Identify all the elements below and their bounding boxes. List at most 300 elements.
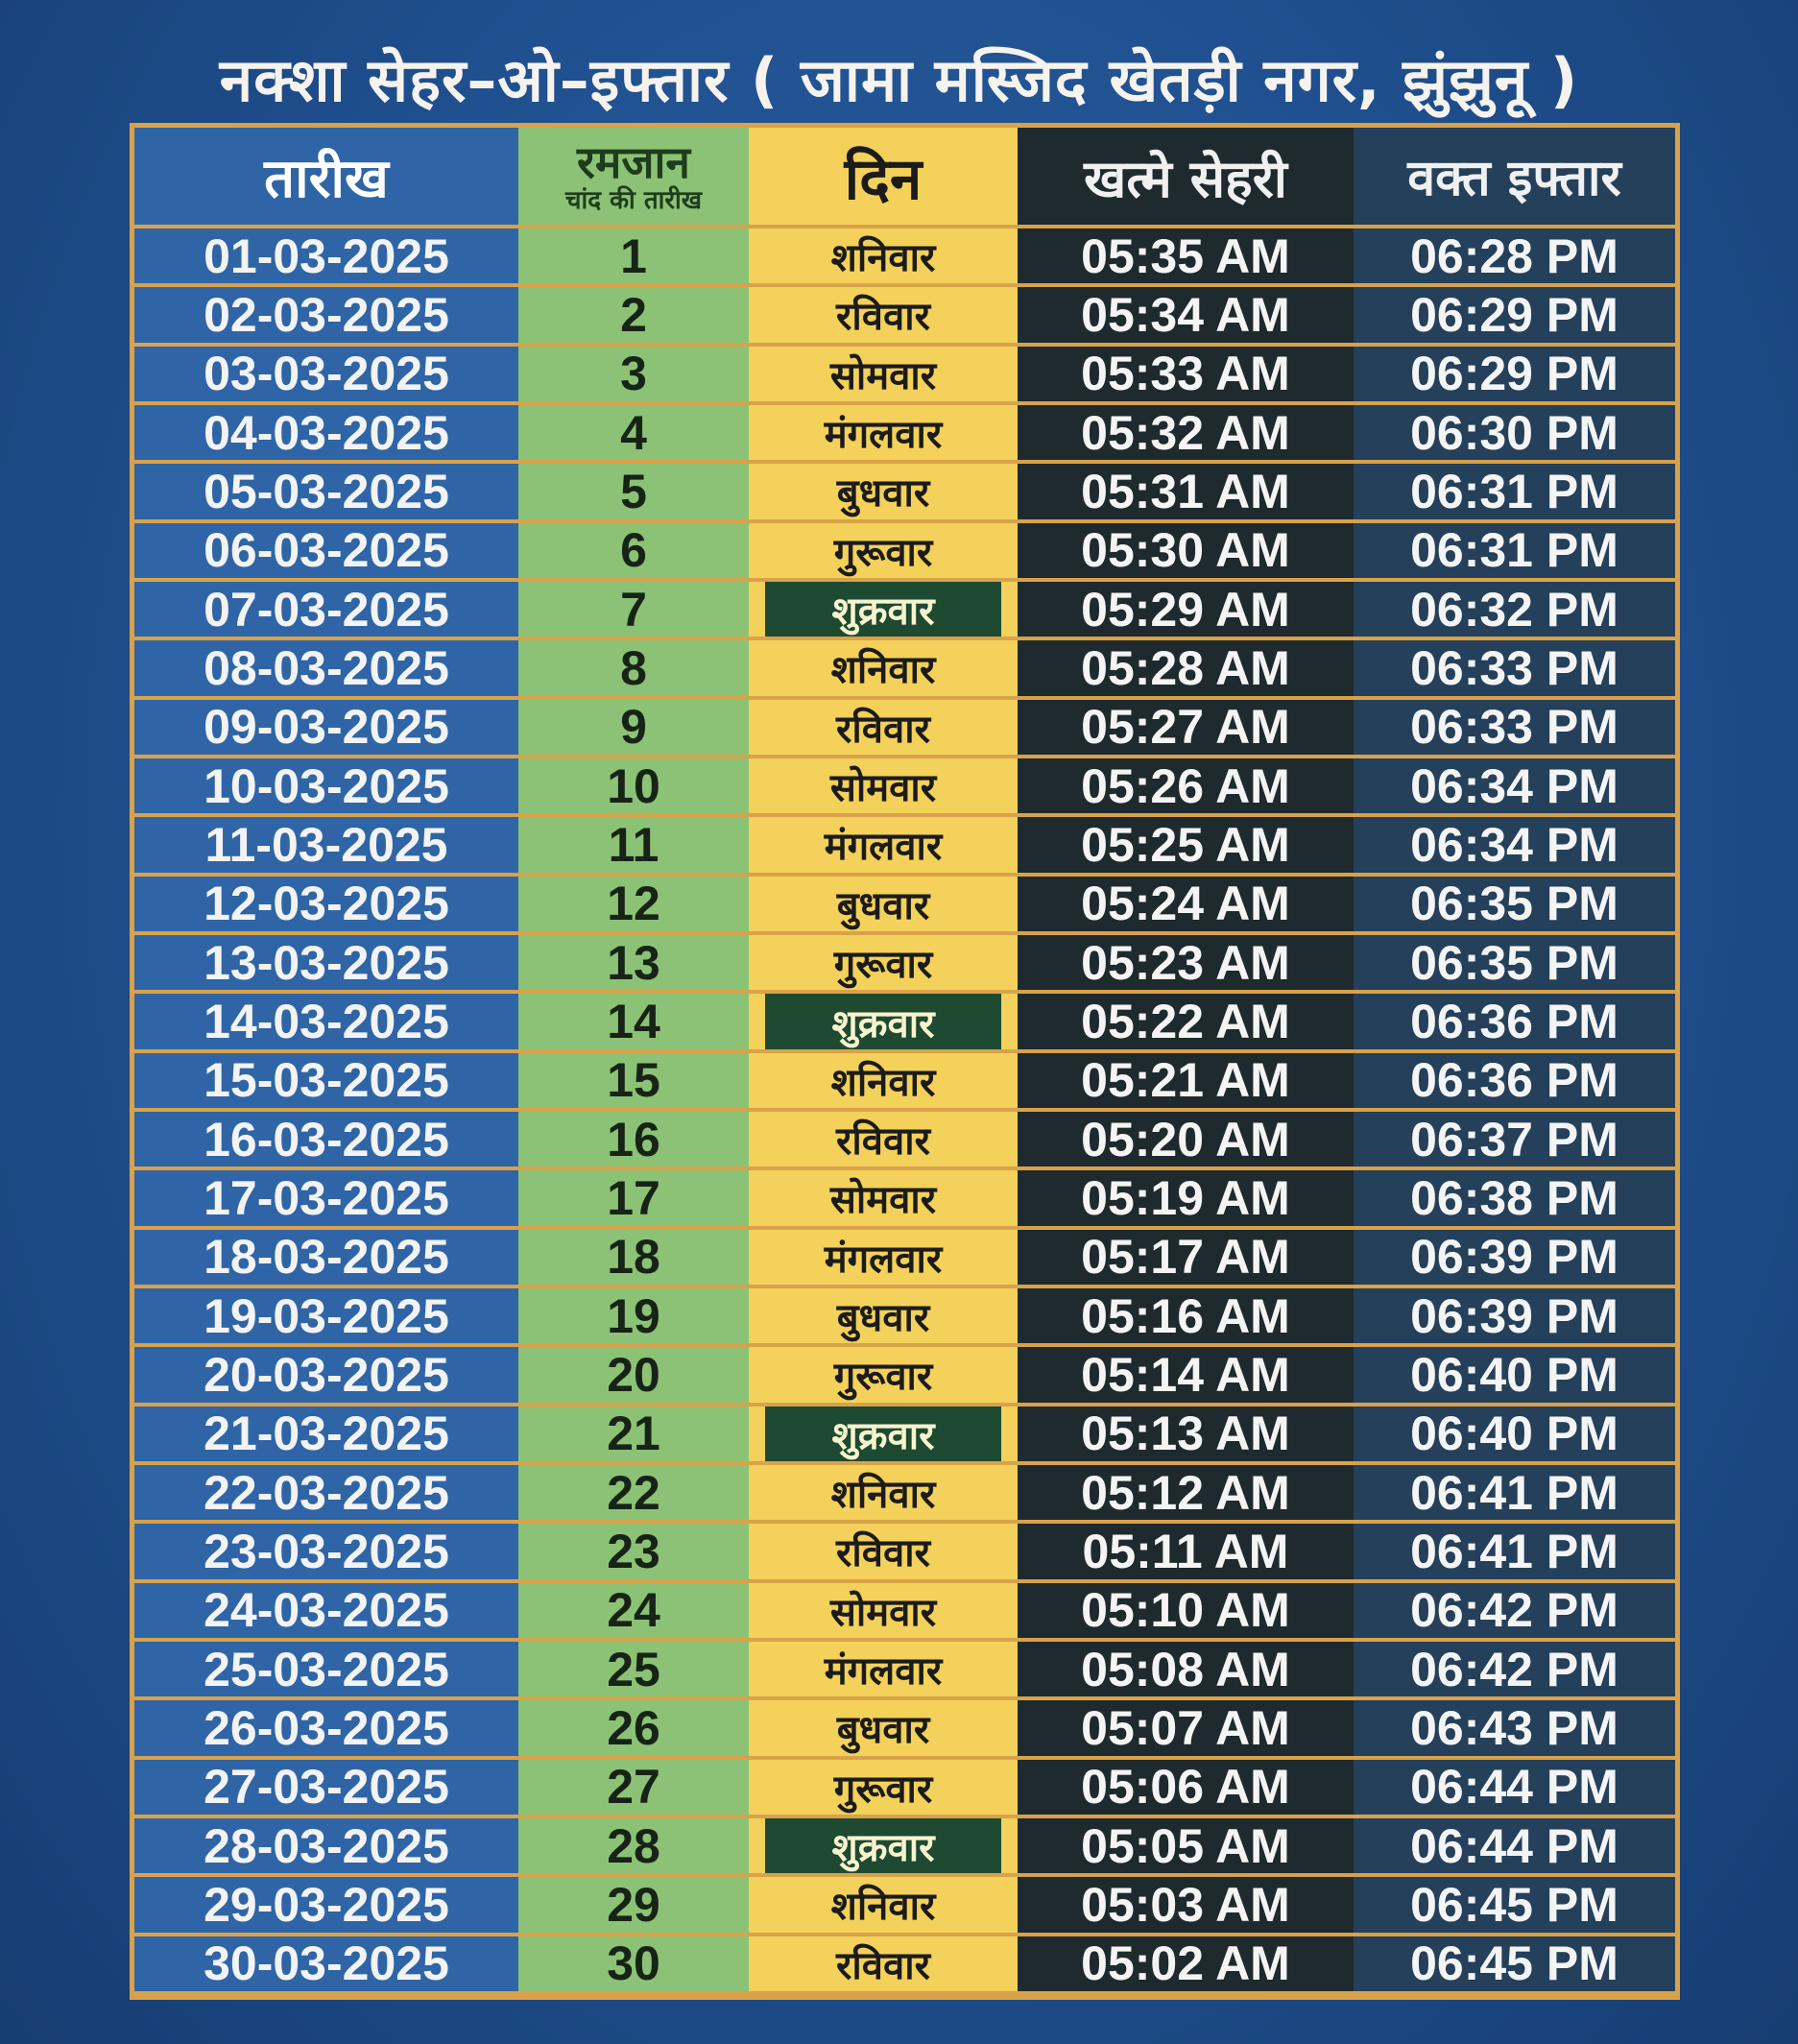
sehri-time-cell [1018, 287, 1354, 346]
weekday-cell-text: बुधवार [836, 883, 930, 928]
date-cell [134, 1524, 518, 1582]
weekday-cell [749, 1347, 1018, 1406]
ramzan-day-cell [518, 228, 749, 287]
date-cell-text: 01-03-2025 [204, 228, 449, 283]
date-cell [134, 1465, 518, 1524]
weekday-cell-text: गुरूवार [833, 530, 933, 575]
sehri-time-cell-text: 05:14 AM [1081, 1348, 1290, 1402]
weekday-cell-text: सोमवार [829, 1590, 937, 1635]
sehri-time-cell-text: 05:12 AM [1081, 1465, 1290, 1520]
weekday-cell-text: सोमवार [829, 766, 937, 811]
date-cell-text: 08-03-2025 [204, 641, 449, 695]
weekday-cell [749, 464, 1018, 522]
sehri-time-cell-text: 05:03 AM [1081, 1878, 1290, 1932]
iftar-time-cell-text: 06:37 PM [1410, 1112, 1618, 1166]
iftar-time-cell-text: 06:33 PM [1410, 700, 1618, 755]
weekday-cell [749, 700, 1018, 758]
ramzan-day-cell [518, 700, 749, 758]
iftar-time-cell-text: 06:44 PM [1410, 1818, 1618, 1873]
date-cell-text: 02-03-2025 [204, 288, 449, 342]
sehri-time-cell [1018, 1230, 1354, 1288]
weekday-cell-text: शुक्रवार [765, 994, 1002, 1049]
iftar-time-cell [1354, 1700, 1675, 1759]
weekday-cell-text: रविवार [836, 1943, 930, 1988]
ramzan-day-cell-text: 24 [607, 1583, 660, 1638]
weekday-cell-text: शनिवार [830, 1060, 936, 1105]
ramzan-day-cell-text: 30 [607, 1936, 660, 1991]
sehri-time-cell-text: 05:22 AM [1081, 995, 1290, 1048]
header-ramzan [518, 128, 749, 228]
iftar-time-cell [1354, 1170, 1675, 1229]
ramzan-day-cell [518, 1760, 749, 1818]
date-cell [134, 817, 518, 876]
sehri-time-cell [1018, 464, 1354, 522]
header-sehri: खत्मे सेहरी [1018, 128, 1354, 228]
sehri-time-cell-text: 05:05 AM [1081, 1818, 1290, 1873]
sehri-time-cell-text: 05:19 AM [1081, 1171, 1290, 1225]
sehri-time-cell-text: 05:31 AM [1081, 465, 1290, 518]
page-title: नक्शा सेहर–ओ–इफ्तार ( जामा मस्जिद खेतड़ी नगर, झुंझुनू ) [219, 45, 1579, 115]
header-ramzan-sublabel: चांद की तारीख [564, 185, 703, 215]
weekday-cell-text: सोमवार [829, 1178, 937, 1223]
date-cell [134, 523, 518, 582]
ramzan-day-cell-text: 4 [620, 405, 647, 460]
ramzan-day-cell [518, 287, 749, 346]
date-cell [134, 1170, 518, 1229]
date-cell-text: 03-03-2025 [204, 347, 449, 401]
ramzan-day-cell-text: 20 [607, 1348, 660, 1402]
weekday-cell [749, 758, 1018, 817]
date-cell-text: 30-03-2025 [204, 1936, 449, 1991]
weekday-cell [749, 523, 1018, 582]
ramzan-day-cell-text: 15 [607, 1053, 660, 1108]
iftar-time-cell [1354, 347, 1675, 405]
ramzan-day-cell-text: 23 [607, 1525, 660, 1578]
date-cell-text: 21-03-2025 [204, 1407, 449, 1461]
iftar-time-cell [1354, 1112, 1675, 1170]
weekday-cell-text: बुधवार [836, 471, 930, 517]
ramzan-day-cell [518, 1288, 749, 1347]
header-ramzan-label: रमजान [577, 135, 690, 188]
date-cell-text: 22-03-2025 [204, 1465, 449, 1520]
weekday-cell [749, 1936, 1018, 1995]
sehri-time-cell [1018, 1877, 1354, 1936]
sehri-time-cell [1018, 523, 1354, 582]
sehri-time-cell [1018, 1642, 1354, 1700]
ramzan-day-cell [518, 1877, 749, 1936]
iftar-time-cell-text: 06:36 PM [1410, 995, 1618, 1048]
date-cell-text: 24-03-2025 [204, 1583, 449, 1638]
date-cell [134, 1112, 518, 1170]
iftar-time-cell [1354, 935, 1675, 994]
sehri-time-cell-text: 05:21 AM [1081, 1053, 1290, 1108]
iftar-time-cell [1354, 228, 1675, 287]
sehri-time-cell-text: 05:30 AM [1081, 523, 1290, 578]
iftar-time-cell [1354, 758, 1675, 817]
sehri-time-cell-text: 05:08 AM [1081, 1642, 1290, 1696]
weekday-cell-text: सोमवार [829, 353, 937, 398]
iftar-time-cell [1354, 1642, 1675, 1700]
date-cell [134, 1347, 518, 1406]
ramzan-day-cell [518, 758, 749, 817]
ramzan-day-cell [518, 464, 749, 522]
iftar-time-cell-text: 06:31 PM [1410, 465, 1618, 518]
sehri-time-cell [1018, 1407, 1354, 1465]
iftar-time-cell [1354, 1407, 1675, 1465]
ramzan-day-cell-text: 21 [607, 1407, 660, 1461]
iftar-time-cell-text: 06:45 PM [1410, 1936, 1618, 1991]
sehri-time-cell-text: 05:23 AM [1081, 935, 1290, 990]
sehri-time-cell [1018, 817, 1354, 876]
iftar-time-cell-text: 06:44 PM [1410, 1760, 1618, 1815]
date-cell [134, 1053, 518, 1112]
iftar-time-cell-text: 06:32 PM [1410, 582, 1618, 637]
date-cell [134, 1877, 518, 1936]
sehri-time-cell-text: 05:11 AM [1082, 1525, 1289, 1578]
iftar-time-cell-text: 06:42 PM [1410, 1583, 1618, 1638]
sehri-time-cell [1018, 1583, 1354, 1642]
iftar-time-cell [1354, 1288, 1675, 1347]
sehri-time-cell-text: 05:29 AM [1081, 582, 1290, 637]
weekday-cell [749, 1112, 1018, 1170]
weekday-cell-text: शुक्रवार [765, 582, 1002, 637]
weekday-cell-text: शनिवार [830, 1885, 936, 1930]
iftar-time-cell-text: 06:41 PM [1410, 1465, 1618, 1520]
sehri-time-cell [1018, 935, 1354, 994]
weekday-cell-text: मंगलवार [824, 1237, 943, 1282]
ramzan-day-cell-text: 1 [620, 228, 647, 283]
date-cell-text: 17-03-2025 [204, 1171, 449, 1225]
date-cell [134, 1760, 518, 1818]
weekday-cell [749, 994, 1018, 1052]
ramzan-day-cell-text: 29 [607, 1878, 660, 1932]
weekday-cell-text: बुधवार [836, 1296, 930, 1341]
iftar-time-cell-text: 06:39 PM [1410, 1230, 1618, 1285]
ramzan-day-cell [518, 405, 749, 464]
sehri-time-cell-text: 05:20 AM [1081, 1112, 1290, 1166]
ramzan-day-cell [518, 1700, 749, 1759]
weekday-cell [749, 640, 1018, 699]
ramzan-day-cell-text: 3 [620, 347, 647, 401]
sehri-time-cell [1018, 1936, 1354, 1995]
date-cell [134, 1583, 518, 1642]
sehri-time-cell [1018, 1053, 1354, 1112]
date-cell-text: 26-03-2025 [204, 1701, 449, 1755]
weekday-cell-text: रविवार [836, 1531, 930, 1576]
weekday-cell [749, 817, 1018, 876]
ramzan-day-cell-text: 13 [607, 935, 660, 990]
sehri-time-cell [1018, 994, 1354, 1052]
weekday-cell [749, 935, 1018, 994]
iftar-time-cell [1354, 994, 1675, 1052]
ramzan-day-cell-text: 25 [607, 1642, 660, 1696]
weekday-cell [749, 1583, 1018, 1642]
iftar-time-cell [1354, 700, 1675, 758]
iftar-time-cell [1354, 1818, 1675, 1877]
iftar-time-cell-text: 06:35 PM [1410, 877, 1618, 931]
sehri-time-cell [1018, 1760, 1354, 1818]
iftar-time-cell [1354, 405, 1675, 464]
date-cell [134, 1936, 518, 1995]
date-cell [134, 1700, 518, 1759]
date-cell [134, 228, 518, 287]
ramzan-day-cell-text: 22 [607, 1465, 660, 1520]
sehri-time-cell-text: 05:24 AM [1081, 877, 1290, 931]
iftar-time-cell-text: 06:34 PM [1410, 818, 1618, 872]
iftar-time-cell [1354, 523, 1675, 582]
weekday-cell-text: रविवार [836, 707, 930, 752]
iftar-time-cell-text: 06:30 PM [1410, 405, 1618, 460]
iftar-time-cell [1354, 1583, 1675, 1642]
date-cell-text: 29-03-2025 [204, 1878, 449, 1932]
iftar-time-cell-text: 06:40 PM [1410, 1348, 1618, 1402]
ramzan-day-cell-text: 14 [607, 995, 660, 1048]
ramzan-day-cell-text: 2 [620, 288, 647, 342]
ramzan-day-cell [518, 1936, 749, 1995]
ramzan-day-cell [518, 1583, 749, 1642]
ramzan-day-cell-text: 18 [607, 1230, 660, 1285]
sehri-time-cell [1018, 347, 1354, 405]
sehri-time-cell-text: 05:10 AM [1081, 1583, 1290, 1638]
ramzan-day-cell [518, 1465, 749, 1524]
weekday-cell-text: गुरूवार [833, 1355, 933, 1400]
sehri-time-cell-text: 05:17 AM [1081, 1230, 1290, 1285]
ramzan-day-cell [518, 1230, 749, 1288]
sehri-time-cell [1018, 1112, 1354, 1170]
header-iftar: वक्त इफ्तार [1354, 128, 1675, 228]
iftar-time-cell [1354, 1524, 1675, 1582]
weekday-cell [749, 1053, 1018, 1112]
sehri-time-cell [1018, 758, 1354, 817]
sehri-time-cell-text: 05:26 AM [1081, 758, 1290, 813]
ramzan-day-cell [518, 994, 749, 1052]
weekday-cell [749, 1524, 1018, 1582]
iftar-time-cell [1354, 1936, 1675, 1995]
weekday-cell [749, 1407, 1018, 1465]
sehri-time-cell-text: 05:35 AM [1081, 228, 1290, 283]
ramzan-day-cell-text: 5 [620, 465, 647, 518]
ramzan-day-cell-text: 19 [607, 1288, 660, 1343]
ramzan-day-cell [518, 1112, 749, 1170]
ramzan-day-cell-text: 6 [620, 523, 647, 578]
date-cell-text: 20-03-2025 [204, 1348, 449, 1402]
ramzan-day-cell-text: 27 [607, 1760, 660, 1815]
date-cell [134, 464, 518, 522]
date-cell [134, 1288, 518, 1347]
sehri-time-cell-text: 05:13 AM [1081, 1407, 1290, 1461]
iftar-time-cell-text: 06:36 PM [1410, 1053, 1618, 1108]
weekday-cell [749, 1465, 1018, 1524]
weekday-cell-text: बुधवार [836, 1708, 930, 1753]
ramzan-day-cell [518, 1170, 749, 1229]
ramzan-day-cell [518, 523, 749, 582]
ramzan-day-cell [518, 1347, 749, 1406]
date-cell [134, 287, 518, 346]
date-cell-text: 11-03-2025 [204, 818, 448, 872]
date-cell [134, 758, 518, 817]
ramzan-day-cell [518, 817, 749, 876]
sehri-time-cell-text: 05:32 AM [1081, 405, 1290, 460]
ramzan-day-cell [518, 582, 749, 640]
sehri-time-cell-text: 05:06 AM [1081, 1760, 1290, 1815]
iftar-time-cell [1354, 640, 1675, 699]
sehri-time-cell [1018, 877, 1354, 935]
iftar-time-cell-text: 06:29 PM [1410, 347, 1618, 401]
ramzan-day-cell-text: 26 [607, 1701, 660, 1755]
iftar-time-cell-text: 06:38 PM [1410, 1171, 1618, 1225]
date-cell [134, 1642, 518, 1700]
date-cell-text: 04-03-2025 [204, 405, 449, 460]
weekday-cell-text: मंगलवार [824, 825, 943, 870]
date-cell-text: 14-03-2025 [204, 995, 449, 1048]
sehri-time-cell [1018, 1347, 1354, 1406]
weekday-cell [749, 347, 1018, 405]
iftar-time-cell [1354, 1053, 1675, 1112]
ramzan-day-cell-text: 16 [607, 1112, 660, 1166]
iftar-time-cell-text: 06:40 PM [1410, 1407, 1618, 1461]
weekday-cell [749, 1700, 1018, 1759]
date-cell-text: 12-03-2025 [204, 877, 449, 931]
sehri-time-cell [1018, 1288, 1354, 1347]
weekday-cell-text: मंगलवार [824, 1649, 943, 1695]
ramzan-day-cell-text: 11 [608, 818, 659, 872]
ramzan-day-cell-text: 8 [620, 641, 647, 695]
weekday-cell [749, 1642, 1018, 1700]
iftar-time-cell [1354, 1230, 1675, 1288]
weekday-cell [749, 405, 1018, 464]
iftar-time-cell-text: 06:29 PM [1410, 288, 1618, 342]
date-cell [134, 1407, 518, 1465]
weekday-cell-text: शुक्रवार [765, 1407, 1002, 1462]
weekday-cell [749, 1230, 1018, 1288]
sehri-time-cell-text: 05:16 AM [1081, 1288, 1290, 1343]
date-cell [134, 405, 518, 464]
ramzan-day-cell-text: 7 [620, 582, 647, 637]
sehri-time-cell-text: 05:02 AM [1081, 1936, 1290, 1991]
sehri-time-cell-text: 05:33 AM [1081, 347, 1290, 401]
sehri-time-cell [1018, 582, 1354, 640]
date-cell-text: 13-03-2025 [204, 935, 449, 990]
weekday-cell-text: शनिवार [830, 1473, 936, 1518]
weekday-cell [749, 582, 1018, 640]
ramzan-day-cell [518, 1642, 749, 1700]
iftar-time-cell [1354, 464, 1675, 522]
sehri-time-cell [1018, 1465, 1354, 1524]
date-cell-text: 09-03-2025 [204, 700, 449, 755]
ramzan-day-cell-text: 12 [607, 877, 660, 931]
ramzan-day-cell [518, 877, 749, 935]
iftar-time-cell [1354, 1877, 1675, 1936]
ramzan-day-cell [518, 1524, 749, 1582]
date-cell [134, 1818, 518, 1877]
weekday-cell [749, 1170, 1018, 1229]
sehri-time-cell [1018, 405, 1354, 464]
date-cell-text: 15-03-2025 [204, 1053, 449, 1108]
sehri-time-cell-text: 05:27 AM [1081, 700, 1290, 755]
date-cell-text: 25-03-2025 [204, 1642, 449, 1696]
iftar-time-cell [1354, 1347, 1675, 1406]
iftar-time-cell-text: 06:35 PM [1410, 935, 1618, 990]
weekday-cell [749, 1818, 1018, 1877]
iftar-time-cell-text: 06:45 PM [1410, 1878, 1618, 1932]
date-cell [134, 994, 518, 1052]
sehri-time-cell [1018, 1170, 1354, 1229]
header-date: तारीख [134, 128, 518, 228]
iftar-time-cell-text: 06:33 PM [1410, 641, 1618, 695]
iftar-time-cell [1354, 1760, 1675, 1818]
iftar-time-cell [1354, 1465, 1675, 1524]
date-cell-text: 10-03-2025 [204, 758, 449, 813]
weekday-cell-text: रविवार [836, 1119, 930, 1165]
iftar-time-cell [1354, 817, 1675, 876]
schedule-table [130, 123, 1680, 2000]
date-cell [134, 935, 518, 994]
weekday-cell [749, 287, 1018, 346]
sehri-time-cell-text: 05:25 AM [1081, 818, 1290, 872]
sehri-time-cell-text: 05:07 AM [1081, 1701, 1290, 1755]
weekday-cell-text: रविवार [836, 295, 930, 340]
weekday-cell [749, 1877, 1018, 1936]
date-cell [134, 640, 518, 699]
iftar-time-cell-text: 06:42 PM [1410, 1642, 1618, 1696]
date-cell-text: 28-03-2025 [204, 1818, 449, 1873]
weekday-cell [749, 877, 1018, 935]
ramzan-day-cell [518, 1818, 749, 1877]
weekday-cell-text: गुरूवार [833, 943, 933, 988]
date-cell [134, 877, 518, 935]
date-cell [134, 347, 518, 405]
sehri-time-cell-text: 05:34 AM [1081, 288, 1290, 342]
date-cell-text: 07-03-2025 [204, 582, 449, 637]
date-cell-text: 06-03-2025 [204, 523, 449, 578]
date-cell-text: 05-03-2025 [204, 465, 449, 518]
date-cell-text: 16-03-2025 [204, 1112, 449, 1166]
ramzan-day-cell [518, 935, 749, 994]
date-cell [134, 1230, 518, 1288]
weekday-cell [749, 1760, 1018, 1818]
header-day: दिन [749, 128, 1018, 228]
sehri-time-cell [1018, 1818, 1354, 1877]
weekday-cell-text: मंगलवार [824, 413, 943, 458]
date-cell [134, 700, 518, 758]
weekday-cell-text: शुक्रवार [765, 1818, 1002, 1874]
date-cell [134, 582, 518, 640]
weekday-cell [749, 228, 1018, 287]
iftar-time-cell [1354, 877, 1675, 935]
sehri-time-cell [1018, 700, 1354, 758]
ramzan-day-cell-text: 9 [620, 700, 647, 755]
sehri-time-cell [1018, 640, 1354, 699]
iftar-time-cell [1354, 582, 1675, 640]
date-cell-text: 19-03-2025 [204, 1288, 449, 1343]
iftar-time-cell [1354, 287, 1675, 346]
weekday-cell-text: शनिवार [830, 236, 936, 281]
weekday-cell-text: शनिवार [830, 648, 936, 693]
date-cell-text: 27-03-2025 [204, 1760, 449, 1815]
ramzan-day-cell [518, 640, 749, 699]
weekday-cell-text: गुरूवार [833, 1767, 933, 1812]
sehri-time-cell [1018, 228, 1354, 287]
iftar-time-cell-text: 06:41 PM [1410, 1525, 1618, 1578]
iftar-time-cell-text: 06:31 PM [1410, 523, 1618, 578]
sehri-time-cell-text: 05:28 AM [1081, 641, 1290, 695]
ramzan-day-cell-text: 10 [607, 758, 660, 813]
iftar-time-cell-text: 06:39 PM [1410, 1288, 1618, 1343]
iftar-time-cell-text: 06:34 PM [1410, 758, 1618, 813]
sehri-time-cell [1018, 1700, 1354, 1759]
weekday-cell [749, 1288, 1018, 1347]
iftar-time-cell-text: 06:43 PM [1410, 1701, 1618, 1755]
